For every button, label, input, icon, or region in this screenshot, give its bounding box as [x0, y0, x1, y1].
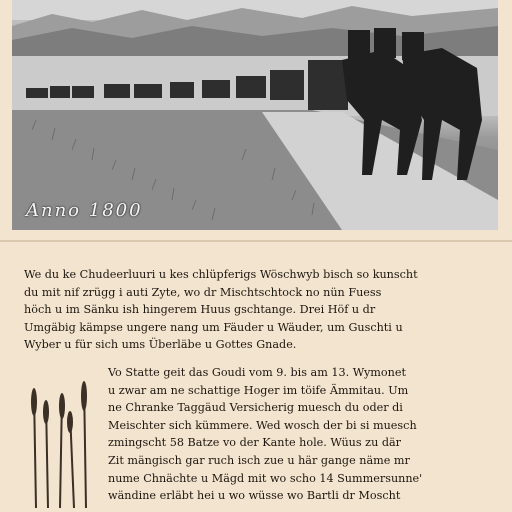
text-line: höch u im Sänku ish hingerem Huus gschtange. Drei Höf u dr	[24, 303, 376, 317]
wheat-sheaf-illustration	[26, 372, 98, 508]
historic-photo	[12, 0, 498, 230]
photo-caption: Anno 1800	[26, 200, 143, 221]
paragraph-details	[108, 364, 488, 505]
text-line: nume Chnächte u Mägd mit wo scho 14 Summersunne'	[108, 471, 423, 485]
text-line: Vo Statte geit das Goudi vom 9. bis am 13. Wymonet	[108, 366, 406, 379]
text-line: zmingscht 58 Batze vo der Kante hole. Wüus zu där	[108, 436, 402, 450]
text-line: ne Chranke Taggäud Versicherig muesch du oder di	[108, 401, 403, 415]
text-line: Umgäbig kämpse ungere nang um Fäuder u Wäuder, um Guschti u	[24, 320, 403, 334]
text-line: Zit mängisch gar ruch isch zue u här gange näme mr	[108, 453, 410, 467]
text-line: u zwar am ne schattige Hoger im töife Ämmitau. Um	[108, 383, 409, 397]
text-line: Wyber u für sich ums Überläbe u Gottes Gnade.	[24, 338, 297, 352]
horse-carriage-procession-photo	[12, 0, 498, 230]
text-line: du mit nif zrügg i auti Zyte, wo dr Mischtschtock no nün Fuess	[24, 285, 382, 299]
page-fold-divider	[0, 240, 512, 242]
text-line: wändine erläbt hei u wo wüsse wo Bartli dr Moscht	[108, 489, 401, 503]
text-line: Meischter sich kümmere. Wed wosch der bi si muesch	[108, 418, 417, 432]
text-line: We du ke Chudeerluuri u kes chlüpferigs Wöschwyb bisch so kunscht	[24, 268, 418, 281]
paragraph-intro	[24, 266, 488, 354]
